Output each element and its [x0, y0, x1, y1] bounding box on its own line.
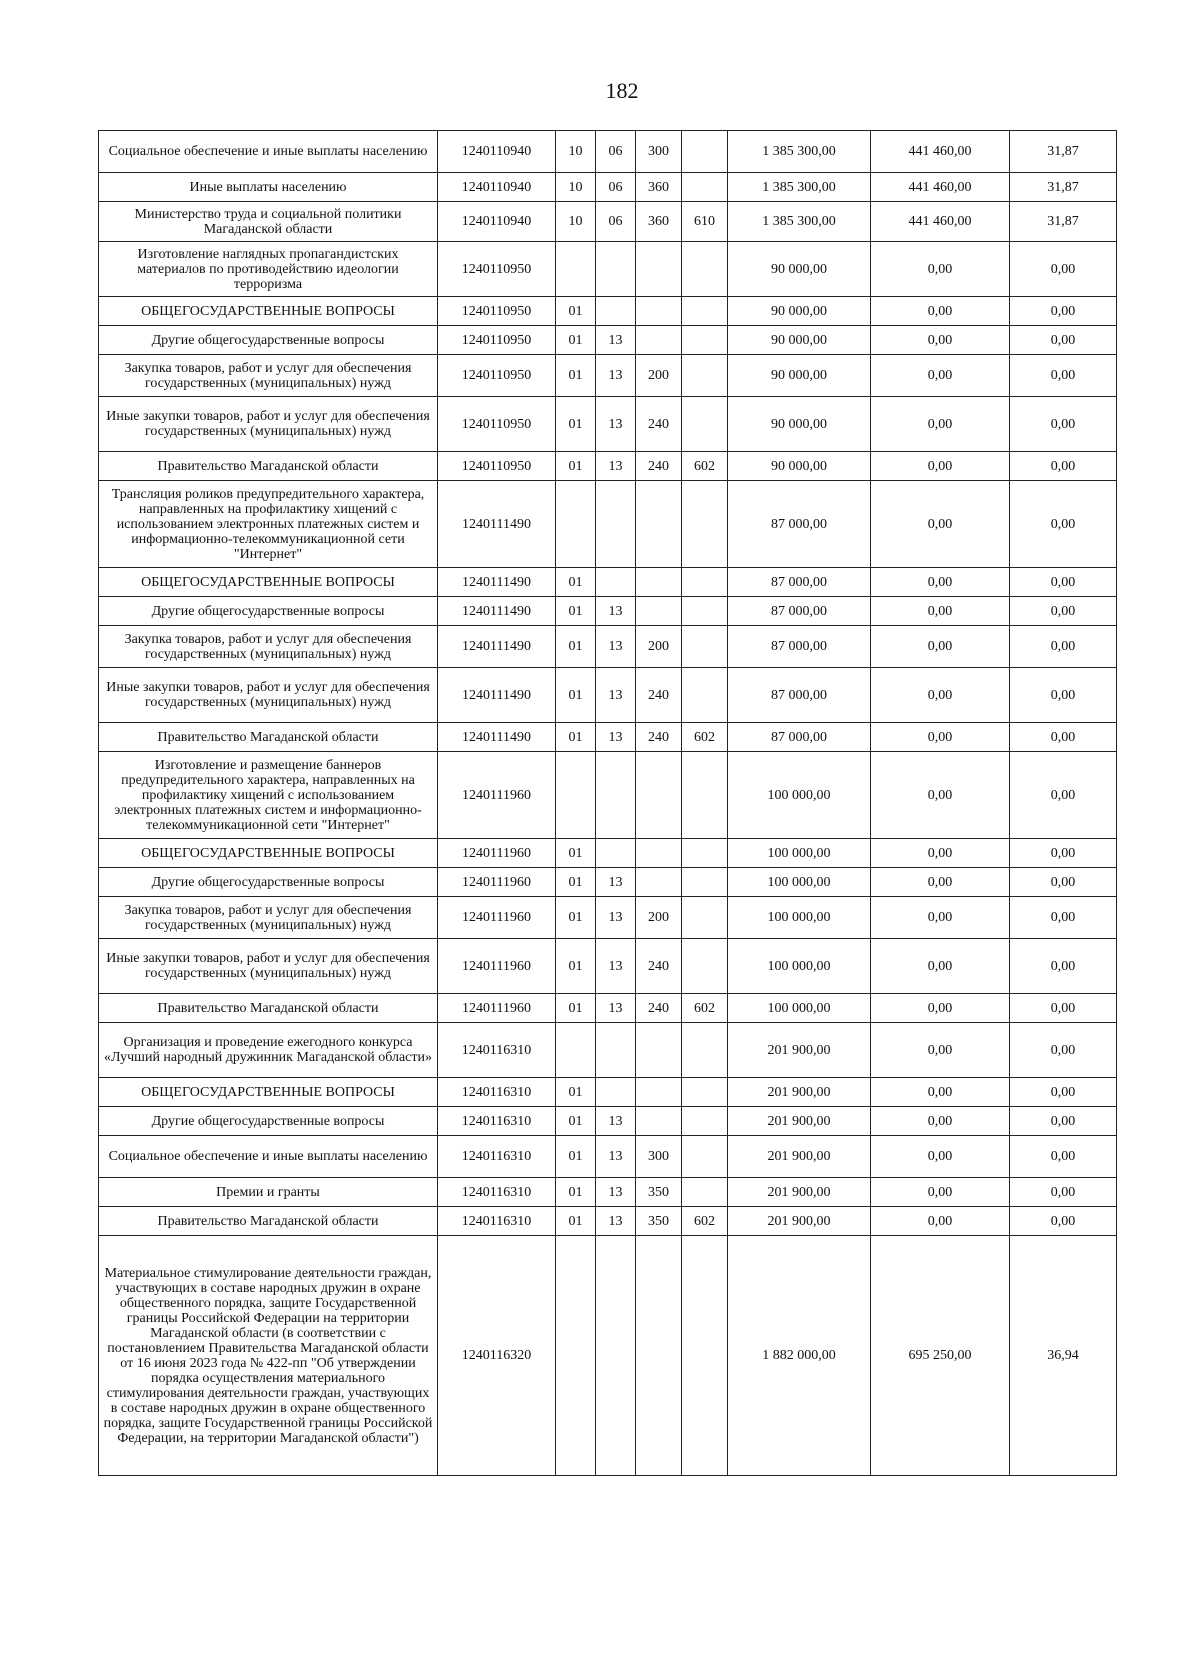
cell-rz: 01 [556, 1178, 596, 1207]
cell-plan: 87 000,00 [728, 597, 871, 626]
cell-name: Иные закупки товаров, работ и услуг для обеспечения государственных (муниципальных) нужд [99, 397, 438, 452]
table-row [99, 297, 1117, 326]
cell-plan: 100 000,00 [728, 868, 871, 897]
cell-fact: 0,00 [871, 939, 1010, 994]
cell-rz: 10 [556, 131, 596, 173]
cell-name: Закупка товаров, работ и услуг для обеспечения государственных (муниципальных) нужд [99, 626, 438, 668]
table-row [99, 626, 1117, 668]
cell-csr: 1240111960 [438, 839, 556, 868]
cell-plan: 100 000,00 [728, 752, 871, 839]
cell-rz: 01 [556, 1107, 596, 1136]
cell-vr: 200 [636, 355, 682, 397]
cell-vr [636, 839, 682, 868]
cell-rz: 01 [556, 452, 596, 481]
cell-plan: 90 000,00 [728, 242, 871, 297]
cell-csr: 1240116310 [438, 1107, 556, 1136]
cell-fact: 0,00 [871, 839, 1010, 868]
cell-pct: 0,00 [1010, 397, 1117, 452]
cell-vr: 360 [636, 173, 682, 202]
cell-rz: 01 [556, 568, 596, 597]
cell-plan: 90 000,00 [728, 355, 871, 397]
cell-rz: 01 [556, 1136, 596, 1178]
table-row [99, 597, 1117, 626]
cell-rz: 01 [556, 1078, 596, 1107]
cell-vr: 240 [636, 723, 682, 752]
cell-name: Трансляция роликов предупредительного характера, направленных на профилактику хищений с использованием электронных платежных систем и информационно-телекоммуникационной сети "Интернет" [99, 481, 438, 568]
cell-name: Другие общегосударственные вопросы [99, 597, 438, 626]
cell-name: Правительство Магаданской области [99, 723, 438, 752]
cell-csr: 1240111490 [438, 723, 556, 752]
cell-pct: 0,00 [1010, 1178, 1117, 1207]
cell-plan: 87 000,00 [728, 481, 871, 568]
cell-pct: 0,00 [1010, 668, 1117, 723]
cell-plan: 90 000,00 [728, 326, 871, 355]
cell-name: Министерство труда и социальной политики Магаданской области [99, 202, 438, 242]
cell-csr: 1240110940 [438, 131, 556, 173]
cell-name: Организация и проведение ежегодного конкурса «Лучший народный дружинник Магаданской области» [99, 1023, 438, 1078]
cell-rz [556, 481, 596, 568]
cell-pr: 13 [596, 868, 636, 897]
cell-pct: 36,94 [1010, 1236, 1117, 1476]
cell-pct: 0,00 [1010, 597, 1117, 626]
cell-pct: 0,00 [1010, 839, 1117, 868]
cell-plan: 1 385 300,00 [728, 173, 871, 202]
cell-pct: 0,00 [1010, 1078, 1117, 1107]
table-row [99, 452, 1117, 481]
cell-csr: 1240110950 [438, 242, 556, 297]
table-row [99, 481, 1117, 568]
cell-rz: 01 [556, 994, 596, 1023]
table-row [99, 897, 1117, 939]
cell-csr: 1240110950 [438, 397, 556, 452]
cell-csr: 1240110950 [438, 452, 556, 481]
cell-csr: 1240116310 [438, 1178, 556, 1207]
cell-pct: 0,00 [1010, 994, 1117, 1023]
cell-vr: 240 [636, 668, 682, 723]
cell-fact: 0,00 [871, 1136, 1010, 1178]
table-row [99, 1023, 1117, 1078]
cell-pct: 0,00 [1010, 1136, 1117, 1178]
cell-grbs [682, 897, 728, 939]
cell-pr: 13 [596, 597, 636, 626]
cell-pr: 13 [596, 723, 636, 752]
cell-vr: 350 [636, 1178, 682, 1207]
budget-table [98, 130, 1117, 1476]
cell-grbs [682, 1078, 728, 1107]
cell-rz: 10 [556, 202, 596, 242]
cell-fact: 0,00 [871, 1023, 1010, 1078]
cell-rz: 01 [556, 626, 596, 668]
cell-vr [636, 752, 682, 839]
cell-fact: 441 460,00 [871, 173, 1010, 202]
cell-rz [556, 1023, 596, 1078]
cell-grbs [682, 839, 728, 868]
cell-fact: 0,00 [871, 242, 1010, 297]
cell-csr: 1240111960 [438, 897, 556, 939]
cell-grbs [682, 397, 728, 452]
cell-name: Другие общегосударственные вопросы [99, 868, 438, 897]
cell-rz: 01 [556, 597, 596, 626]
cell-pct: 0,00 [1010, 297, 1117, 326]
cell-vr [636, 868, 682, 897]
cell-csr: 1240111960 [438, 994, 556, 1023]
cell-pct: 0,00 [1010, 626, 1117, 668]
table-row [99, 1078, 1117, 1107]
table-row [99, 939, 1117, 994]
cell-rz: 01 [556, 868, 596, 897]
cell-vr: 300 [636, 131, 682, 173]
cell-vr: 240 [636, 452, 682, 481]
cell-pr: 13 [596, 1207, 636, 1236]
table-row [99, 668, 1117, 723]
cell-pct: 31,87 [1010, 131, 1117, 173]
cell-csr: 1240111490 [438, 668, 556, 723]
cell-pr: 13 [596, 939, 636, 994]
cell-fact: 0,00 [871, 597, 1010, 626]
table-row [99, 868, 1117, 897]
page-number: 182 [605, 78, 639, 103]
cell-grbs [682, 868, 728, 897]
cell-vr: 200 [636, 897, 682, 939]
cell-fact: 441 460,00 [871, 202, 1010, 242]
cell-pr [596, 1078, 636, 1107]
cell-vr [636, 297, 682, 326]
cell-csr: 1240110950 [438, 355, 556, 397]
cell-grbs [682, 131, 728, 173]
cell-grbs [682, 626, 728, 668]
cell-csr: 1240110940 [438, 202, 556, 242]
cell-pr [596, 568, 636, 597]
cell-fact: 0,00 [871, 1178, 1010, 1207]
cell-rz: 10 [556, 173, 596, 202]
cell-csr: 1240110940 [438, 173, 556, 202]
cell-plan: 90 000,00 [728, 452, 871, 481]
cell-vr: 350 [636, 1207, 682, 1236]
cell-fact: 0,00 [871, 1078, 1010, 1107]
cell-vr [636, 1107, 682, 1136]
cell-csr: 1240111960 [438, 752, 556, 839]
cell-vr: 240 [636, 994, 682, 1023]
cell-rz: 01 [556, 897, 596, 939]
cell-csr: 1240111490 [438, 481, 556, 568]
cell-plan: 1 882 000,00 [728, 1236, 871, 1476]
table-row [99, 397, 1117, 452]
cell-name: Социальное обеспечение и иные выплаты населению [99, 1136, 438, 1178]
cell-fact: 0,00 [871, 668, 1010, 723]
table-row [99, 355, 1117, 397]
table-row [99, 242, 1117, 297]
cell-plan: 201 900,00 [728, 1107, 871, 1136]
table-row [99, 1207, 1117, 1236]
cell-grbs [682, 355, 728, 397]
cell-grbs [682, 1107, 728, 1136]
cell-plan: 201 900,00 [728, 1136, 871, 1178]
cell-rz [556, 752, 596, 839]
cell-pr [596, 242, 636, 297]
cell-plan: 100 000,00 [728, 839, 871, 868]
table-row [99, 994, 1117, 1023]
cell-pct: 0,00 [1010, 939, 1117, 994]
cell-grbs: 602 [682, 994, 728, 1023]
cell-fact: 0,00 [871, 1207, 1010, 1236]
cell-csr: 1240111490 [438, 626, 556, 668]
cell-grbs [682, 1023, 728, 1078]
cell-pr: 06 [596, 202, 636, 242]
cell-pr: 13 [596, 626, 636, 668]
cell-pr: 13 [596, 355, 636, 397]
cell-grbs [682, 326, 728, 355]
cell-grbs: 602 [682, 452, 728, 481]
cell-name: Закупка товаров, работ и услуг для обеспечения государственных (муниципальных) нужд [99, 897, 438, 939]
table-row [99, 326, 1117, 355]
cell-grbs: 602 [682, 1207, 728, 1236]
table-row [99, 752, 1117, 839]
cell-vr: 300 [636, 1136, 682, 1178]
cell-fact: 0,00 [871, 297, 1010, 326]
cell-pr [596, 1236, 636, 1476]
cell-fact: 0,00 [871, 994, 1010, 1023]
cell-pr: 13 [596, 1178, 636, 1207]
cell-fact: 441 460,00 [871, 131, 1010, 173]
cell-csr: 1240110950 [438, 326, 556, 355]
table-row [99, 1107, 1117, 1136]
cell-rz: 01 [556, 297, 596, 326]
table-row [99, 568, 1117, 597]
cell-rz: 01 [556, 397, 596, 452]
cell-csr: 1240111960 [438, 939, 556, 994]
cell-pct: 0,00 [1010, 242, 1117, 297]
cell-pct: 0,00 [1010, 723, 1117, 752]
cell-grbs [682, 173, 728, 202]
cell-fact: 0,00 [871, 397, 1010, 452]
cell-pct: 0,00 [1010, 355, 1117, 397]
cell-pr: 13 [596, 994, 636, 1023]
cell-name: Другие общегосударственные вопросы [99, 326, 438, 355]
cell-csr: 1240116310 [438, 1136, 556, 1178]
cell-name: Премии и гранты [99, 1178, 438, 1207]
cell-name: Другие общегосударственные вопросы [99, 1107, 438, 1136]
cell-pr [596, 1023, 636, 1078]
cell-pr: 13 [596, 1107, 636, 1136]
cell-plan: 87 000,00 [728, 626, 871, 668]
cell-fact: 0,00 [871, 868, 1010, 897]
cell-grbs [682, 939, 728, 994]
cell-pct: 0,00 [1010, 868, 1117, 897]
cell-fact: 0,00 [871, 326, 1010, 355]
cell-fact: 0,00 [871, 626, 1010, 668]
cell-name: Иные закупки товаров, работ и услуг для обеспечения государственных (муниципальных) нужд [99, 939, 438, 994]
cell-name: Изготовление наглядных пропагандистских материалов по противодействию идеологии терроризма [99, 242, 438, 297]
cell-plan: 201 900,00 [728, 1207, 871, 1236]
cell-csr: 1240116320 [438, 1236, 556, 1476]
cell-grbs [682, 668, 728, 723]
cell-name: ОБЩЕГОСУДАРСТВЕННЫЕ ВОПРОСЫ [99, 839, 438, 868]
cell-rz: 01 [556, 326, 596, 355]
cell-pct: 0,00 [1010, 452, 1117, 481]
cell-grbs [682, 297, 728, 326]
cell-grbs [682, 568, 728, 597]
cell-csr: 1240116310 [438, 1078, 556, 1107]
cell-plan: 201 900,00 [728, 1078, 871, 1107]
cell-name: Материальное стимулирование деятельности граждан, участвующих в составе народных дружин в охране общественного порядка, защите Государственной границы Российской Федерации на территории Магаданской области (в соответствии с постановлением Правительства Магаданской области от 16 июня 2023 года № 422-пп "Об утверждении порядка осуществления материального стимулирования деятельности граждан, участвующих в составе народных дружин в охране общественного порядка, защите Государственной границы Российской Федерации, на территории Магаданской области") [99, 1236, 438, 1476]
cell-csr: 1240110950 [438, 297, 556, 326]
cell-vr: 240 [636, 397, 682, 452]
cell-fact: 0,00 [871, 355, 1010, 397]
cell-pr: 13 [596, 668, 636, 723]
cell-vr [636, 481, 682, 568]
cell-pr: 13 [596, 1136, 636, 1178]
cell-grbs [682, 481, 728, 568]
table-row [99, 1178, 1117, 1207]
cell-plan: 87 000,00 [728, 723, 871, 752]
cell-vr [636, 1236, 682, 1476]
cell-rz: 01 [556, 1207, 596, 1236]
table-row [99, 1236, 1117, 1476]
cell-csr: 1240111490 [438, 597, 556, 626]
cell-vr [636, 1023, 682, 1078]
table-row [99, 202, 1117, 242]
cell-name: Правительство Магаданской области [99, 452, 438, 481]
cell-pct: 0,00 [1010, 897, 1117, 939]
cell-fact: 0,00 [871, 1107, 1010, 1136]
cell-grbs [682, 1136, 728, 1178]
cell-rz: 01 [556, 939, 596, 994]
cell-name: Социальное обеспечение и иные выплаты населению [99, 131, 438, 173]
cell-rz [556, 1236, 596, 1476]
cell-fact: 0,00 [871, 568, 1010, 597]
cell-plan: 1 385 300,00 [728, 202, 871, 242]
cell-pct: 0,00 [1010, 326, 1117, 355]
cell-vr [636, 242, 682, 297]
cell-pr: 13 [596, 397, 636, 452]
cell-rz: 01 [556, 355, 596, 397]
cell-pct: 0,00 [1010, 568, 1117, 597]
cell-pr: 13 [596, 452, 636, 481]
cell-grbs [682, 597, 728, 626]
cell-grbs: 610 [682, 202, 728, 242]
cell-pct: 0,00 [1010, 1107, 1117, 1136]
cell-vr [636, 1078, 682, 1107]
cell-name: ОБЩЕГОСУДАРСТВЕННЫЕ ВОПРОСЫ [99, 568, 438, 597]
cell-plan: 100 000,00 [728, 897, 871, 939]
cell-csr: 1240116310 [438, 1207, 556, 1236]
cell-plan: 201 900,00 [728, 1023, 871, 1078]
cell-plan: 1 385 300,00 [728, 131, 871, 173]
cell-vr: 360 [636, 202, 682, 242]
cell-fact: 0,00 [871, 723, 1010, 752]
cell-pr [596, 481, 636, 568]
cell-grbs [682, 1178, 728, 1207]
cell-fact: 0,00 [871, 452, 1010, 481]
cell-vr: 200 [636, 626, 682, 668]
cell-plan: 90 000,00 [728, 397, 871, 452]
cell-rz [556, 242, 596, 297]
cell-pr [596, 752, 636, 839]
cell-plan: 100 000,00 [728, 939, 871, 994]
table-row [99, 131, 1117, 173]
cell-pct: 0,00 [1010, 481, 1117, 568]
cell-name: Закупка товаров, работ и услуг для обеспечения государственных (муниципальных) нужд [99, 355, 438, 397]
cell-vr [636, 568, 682, 597]
cell-grbs: 602 [682, 723, 728, 752]
cell-rz: 01 [556, 668, 596, 723]
cell-pr: 13 [596, 897, 636, 939]
cell-name: Иные закупки товаров, работ и услуг для обеспечения государственных (муниципальных) нужд [99, 668, 438, 723]
cell-pct: 31,87 [1010, 202, 1117, 242]
cell-rz: 01 [556, 839, 596, 868]
cell-pr: 13 [596, 326, 636, 355]
cell-name: ОБЩЕГОСУДАРСТВЕННЫЕ ВОПРОСЫ [99, 1078, 438, 1107]
cell-plan: 87 000,00 [728, 568, 871, 597]
cell-vr [636, 597, 682, 626]
cell-plan: 201 900,00 [728, 1178, 871, 1207]
cell-csr: 1240111960 [438, 868, 556, 897]
table-row [99, 723, 1117, 752]
table-row [99, 839, 1117, 868]
cell-plan: 100 000,00 [728, 994, 871, 1023]
cell-fact: 0,00 [871, 481, 1010, 568]
budget-table-body [99, 131, 1117, 1476]
cell-vr: 240 [636, 939, 682, 994]
cell-name: Изготовление и размещение баннеров предупредительного характера, направленных на профилактику хищений с использованием электронных платежных систем и информационно-телекоммуникационной сети "Интернет" [99, 752, 438, 839]
cell-pct: 0,00 [1010, 752, 1117, 839]
cell-vr [636, 326, 682, 355]
cell-fact: 0,00 [871, 752, 1010, 839]
cell-name: Правительство Магаданской области [99, 994, 438, 1023]
cell-grbs [682, 1236, 728, 1476]
table-row [99, 1136, 1117, 1178]
table-row [99, 173, 1117, 202]
cell-fact: 0,00 [871, 897, 1010, 939]
cell-plan: 90 000,00 [728, 297, 871, 326]
cell-pct: 31,87 [1010, 173, 1117, 202]
cell-pr: 06 [596, 173, 636, 202]
cell-csr: 1240116310 [438, 1023, 556, 1078]
cell-pct: 0,00 [1010, 1023, 1117, 1078]
cell-csr: 1240111490 [438, 568, 556, 597]
cell-name: ОБЩЕГОСУДАРСТВЕННЫЕ ВОПРОСЫ [99, 297, 438, 326]
cell-pr [596, 839, 636, 868]
cell-fact: 695 250,00 [871, 1236, 1010, 1476]
cell-rz: 01 [556, 723, 596, 752]
cell-pr [596, 297, 636, 326]
cell-pr: 06 [596, 131, 636, 173]
cell-name: Правительство Магаданской области [99, 1207, 438, 1236]
cell-name: Иные выплаты населению [99, 173, 438, 202]
cell-pct: 0,00 [1010, 1207, 1117, 1236]
cell-grbs [682, 242, 728, 297]
cell-plan: 87 000,00 [728, 668, 871, 723]
cell-grbs [682, 752, 728, 839]
